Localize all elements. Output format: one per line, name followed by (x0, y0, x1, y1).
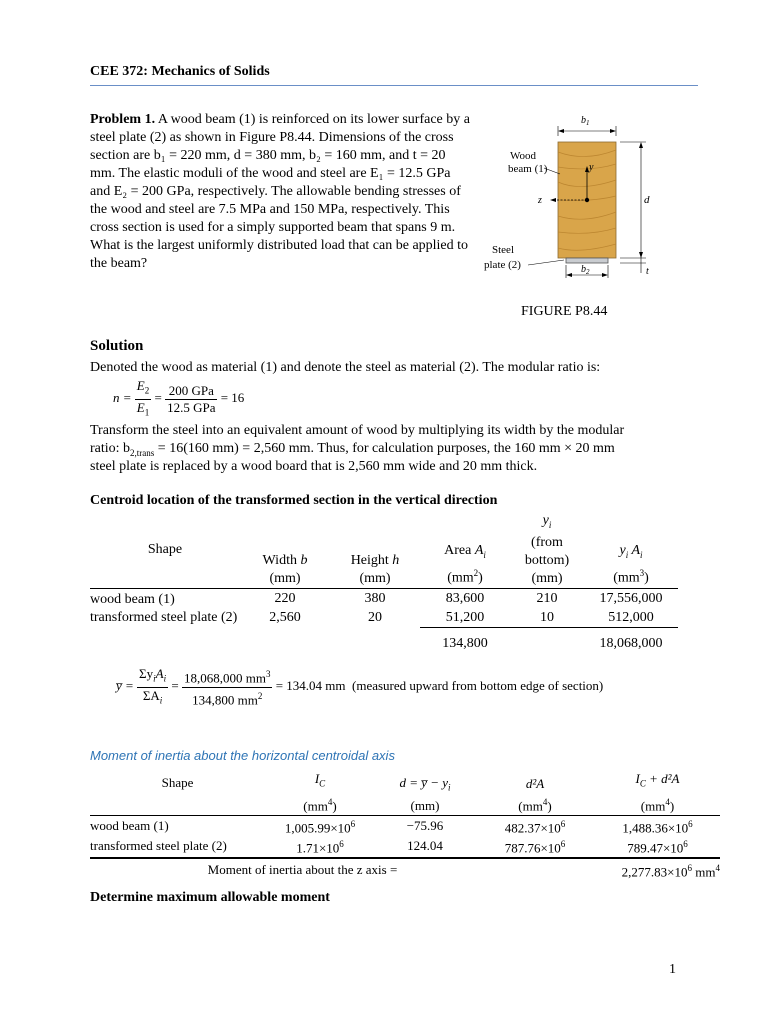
label-z-axis: z (538, 195, 542, 206)
centroid-row-wood: wood beam (1) 220 380 83,600 210 17,556,000 (90, 588, 678, 609)
label-b1: $b_1$ (581, 115, 590, 127)
col-height: Height h (mm) (350, 552, 400, 586)
transform-text-line1: Transform the steel into an equivalent amount of wood by multiplying its width by the modular (90, 423, 625, 438)
col-d: d = y̅ − $y_i$ (mm) (399, 775, 451, 813)
col-yi: $y_i$ (from bottom) (mm) (524, 513, 570, 586)
col-shape-2: Shape (161, 775, 194, 790)
centroid-heading: Centroid location of the transformed section in the vertical direction (90, 493, 498, 508)
col-d2a: d²A $(mm^4)$ (518, 775, 552, 813)
steel-plate-shape (566, 258, 608, 263)
inertia-table (90, 770, 720, 881)
col-ic-plus-d2a: $I_C + d^2A$ $(mm^4)$ (635, 771, 680, 813)
inertia-total-row (90, 858, 720, 881)
inertia-total-value: $2,277.83\times 10^6$ $mm^4$ (621, 862, 720, 879)
col-yiAi: $y_i$ $A_i$ $(mm^3)$ (613, 543, 649, 586)
label-wood: Wood (510, 150, 537, 162)
problem-label: Problem 1. (90, 112, 156, 127)
centroid-header-row (90, 512, 678, 588)
problem-text: A wood beam (1) is reinforced on its lower surface by a steel plate (2) as shown in Figure P8.44. Dimensions of the cross section are b₁ = 220 mm, d = 380 mm, b₂ = 160 mm, and t = 20 mm. The elastic moduli of the wood and steel are E₁ = 12.5 GPa and E₂ = 200 GPa, respectively. The allowable bending stresses of the wood and steel are 7.5 MPa and 150 MPa, respectively. This cross section is used for a simply supported beam that spans 9 m. What is the largest uniformly distributed load that can be applied to the beam? (90, 112, 470, 271)
max-moment-heading: Determine maximum allowable moment (90, 890, 330, 905)
label-b2: $b_2$ (581, 264, 590, 276)
centroid-row-steel: transformed steel plate (2) 2,560 20 51,200 10 512,000 (90, 609, 654, 626)
ybar-equation: y̅ = $\frac{\Sigma y_iA_i}{\Sigma A_i}$ = $\frac{18,068,000 mm^3}{134,800 mm^2}$ = 134.04 mm (measured upward from bottom edge of section) (116, 666, 604, 707)
label-d: d (644, 194, 650, 206)
label-wood-beam: beam (1) (508, 163, 548, 175)
document-header-title: CEE 372: Mechanics of Solids (90, 64, 270, 79)
col-ic: $I_C$ $(mm^4)$ (303, 771, 337, 813)
solution-heading: Solution (90, 338, 144, 354)
label-steel: Steel (492, 244, 514, 256)
centroid-totals-row (90, 627, 678, 654)
inertia-header-row (90, 770, 720, 815)
inertia-total-label: Moment of inertia about the z axis = (207, 861, 398, 877)
solution-intro: Denoted the wood as material (1) and denote the steel as material (2). The modular ratio is: (90, 360, 601, 375)
inertia-row-wood: wood beam (1) $1,005.99\times 10^6$ −75.96 $482.37\times 10^6$ $1,488.36\times 10^6$ (90, 815, 720, 836)
transform-text-line2: ratio: $b_{2,trans} = 16(160$ mm) = 2,560 mm. Thus, for calculation purposes, the 160 mm × 20 mm (90, 441, 615, 458)
centroid-table (90, 512, 678, 654)
beam-cross-section-figure (480, 112, 700, 282)
label-steel-plate: plate (2) (484, 259, 521, 271)
total-area: 134,800 (420, 627, 510, 654)
total-yiAi: 18,068,000 (584, 627, 678, 654)
col-area: Area $A_i$ $(mm^2)$ (444, 543, 486, 586)
label-y-axis: y (589, 162, 594, 173)
problem-statement (90, 111, 470, 273)
col-width: Width b (mm) (262, 552, 308, 586)
col-shape: Shape (147, 541, 183, 557)
figure-caption: FIGURE P8.44 (521, 304, 608, 319)
modular-ratio-equation: n = $\frac{E_2}{E_1}$ = $\frac{\text{200 GPa}}{\text{12.5 GPa}}$ = 16 (113, 378, 245, 418)
transform-text-line3: steel plate is replaced by a wood board that is 2,560 mm wide and 20 mm thick. (90, 459, 538, 474)
label-t: t (646, 266, 649, 277)
inertia-heading: Moment of inertia about the horizontal centroidal axis (90, 748, 395, 763)
header-divider (90, 85, 698, 86)
inertia-row-steel: transformed steel plate (2) $1.71\times 10^6$ 124.04 $787.76\times 10^6$ $789.47\times 10^6$ (90, 838, 688, 856)
page-number: 1 (669, 962, 676, 977)
